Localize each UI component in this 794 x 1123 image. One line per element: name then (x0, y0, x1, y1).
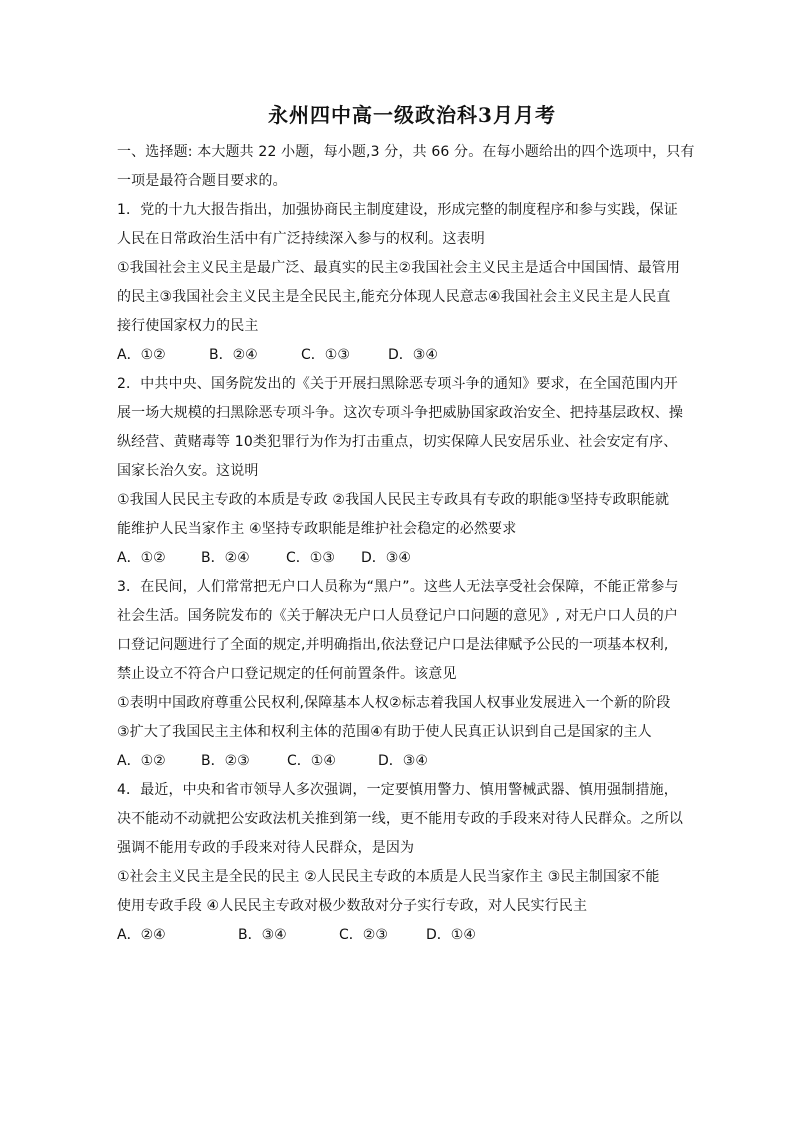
option-b: B．②③ (201, 753, 250, 769)
option-b: B．②④ (201, 550, 250, 566)
section-instructions-line: 一项是最符合题目要求的。 (117, 173, 287, 189)
question-3 (117, 573, 679, 776)
question-text-line: 接行使国家权力的民主 (117, 318, 259, 334)
question-4 (117, 776, 683, 950)
exam-title: 永州四中高一级政治科3月月考 (268, 103, 556, 127)
question-text-line: 4．最近，中央和省市领导人多次强调，一定要慎用警力、慎用警械武器、慎用强制措施， (117, 782, 678, 798)
answer-options (117, 544, 679, 573)
option-a: A．①② (117, 550, 166, 566)
option-a: A．①② (117, 347, 166, 363)
question-text-line: 禁止设立不符合户口登记规定的任何前置条件。该意见 (117, 666, 457, 682)
question-text-line: 强调不能用专政的手段来对待人民群众，是因为 (117, 840, 415, 856)
option-a: A．①② (117, 753, 166, 769)
question-text-line: 2．中共中央、国务院发出的《关于开展扫黑除恶专项斗争的通知》要求，在全国范围内开 (117, 376, 678, 392)
option-c: C．①③ (286, 550, 335, 566)
question-text-line: 人民在日常政治生活中有广泛持续深入参与的权利。这表明 (117, 231, 485, 247)
question-text-line: ①我国社会主义民主是最广泛、最真实的民主②我国社会主义民主是适合中国国情、最管用 (117, 260, 681, 276)
option-c: C．②③ (339, 927, 388, 943)
option-d: D．①④ (426, 927, 476, 943)
option-c: C．①③ (301, 347, 350, 363)
answer-options (117, 747, 679, 776)
question-text-line: ①社会主义民主是全民的民主 ②人民民主专政的本质是人民当家作主 ③民主制国家不能 (117, 869, 660, 885)
question-text-line: 纵经营、黄赌毒等 10类犯罪行为作为打击重点，切实保障人民安居乐业、社会安定有序、 (117, 434, 678, 450)
question-text-line: 国家长治久安。这说明 (117, 463, 259, 479)
question-text-line: 口登记问题进行了全面的规定,并明确指出,依法登记户口是法律赋予公民的一项基本权利, (117, 637, 669, 653)
question-text-line: ①我国人民民主专政的本质是专政 ②我国人民民主专政具有专政的职能③坚持专政职能就 (117, 492, 670, 508)
option-a: A．②④ (117, 927, 166, 943)
answer-options (117, 921, 679, 950)
question-text-line: 能维护人民当家作主 ④坚持专政职能是维护社会稳定的必然要求 (117, 521, 517, 537)
question-text-line: ①表明中国政府尊重公民权利,保障基本人权②标志着我国人权事业发展进入一个新的阶段 (117, 695, 671, 711)
question-text-line: 使用专政手段 ④人民民主专政对极少数敌对分子实行专政，对人民实行民主 (117, 898, 588, 914)
section-instructions-line: 一、选择题: 本大题共 22 小题，每小题,3 分，共 66 分。在每小题给出的四个选项中，只有 (117, 144, 695, 160)
question-text-line: 1．党的十九大报告指出，加强协商民主制度建设，形成完整的制度程序和参与实践，保证 (117, 202, 678, 218)
question-text-line: 的民主③我国社会主义民主是全民民主,能充分体现人民意志④我国社会主义民主是人民直 (117, 289, 671, 305)
option-c: C．①④ (287, 753, 336, 769)
question-text-line: 3．在民间，人们常常把无户口人员称为“黑户”。这些人无法享受社会保障，不能正常参与 (117, 579, 679, 595)
option-d: D．③④ (378, 753, 428, 769)
option-d: D．③④ (361, 550, 411, 566)
exam-page (117, 100, 695, 950)
question-text-line: 决不能动不动就把公安政法机关推到第一线，更不能用专政的手段来对待人民群众。之所以 (117, 811, 683, 827)
option-b: B．②④ (209, 347, 258, 363)
question-2 (117, 370, 683, 573)
question-text-line: ③扩大了我国民主主体和权利主体的范围④有助于使人民真正认识到自己是国家的主人 (117, 724, 652, 740)
question-text-line: 社会生活。国务院发布的《关于解决无户口人员登记户口问题的意见》, 对无户口人员的户 (117, 608, 679, 624)
question-text-line: 展一场大规模的扫黑除恶专项斗争。这次专项斗争把威胁国家政治安全、把持基层政权、操 (117, 405, 683, 421)
option-d: D．③④ (388, 347, 438, 363)
option-b: B．③④ (238, 927, 287, 943)
question-1 (117, 196, 679, 370)
answer-options (117, 341, 679, 370)
